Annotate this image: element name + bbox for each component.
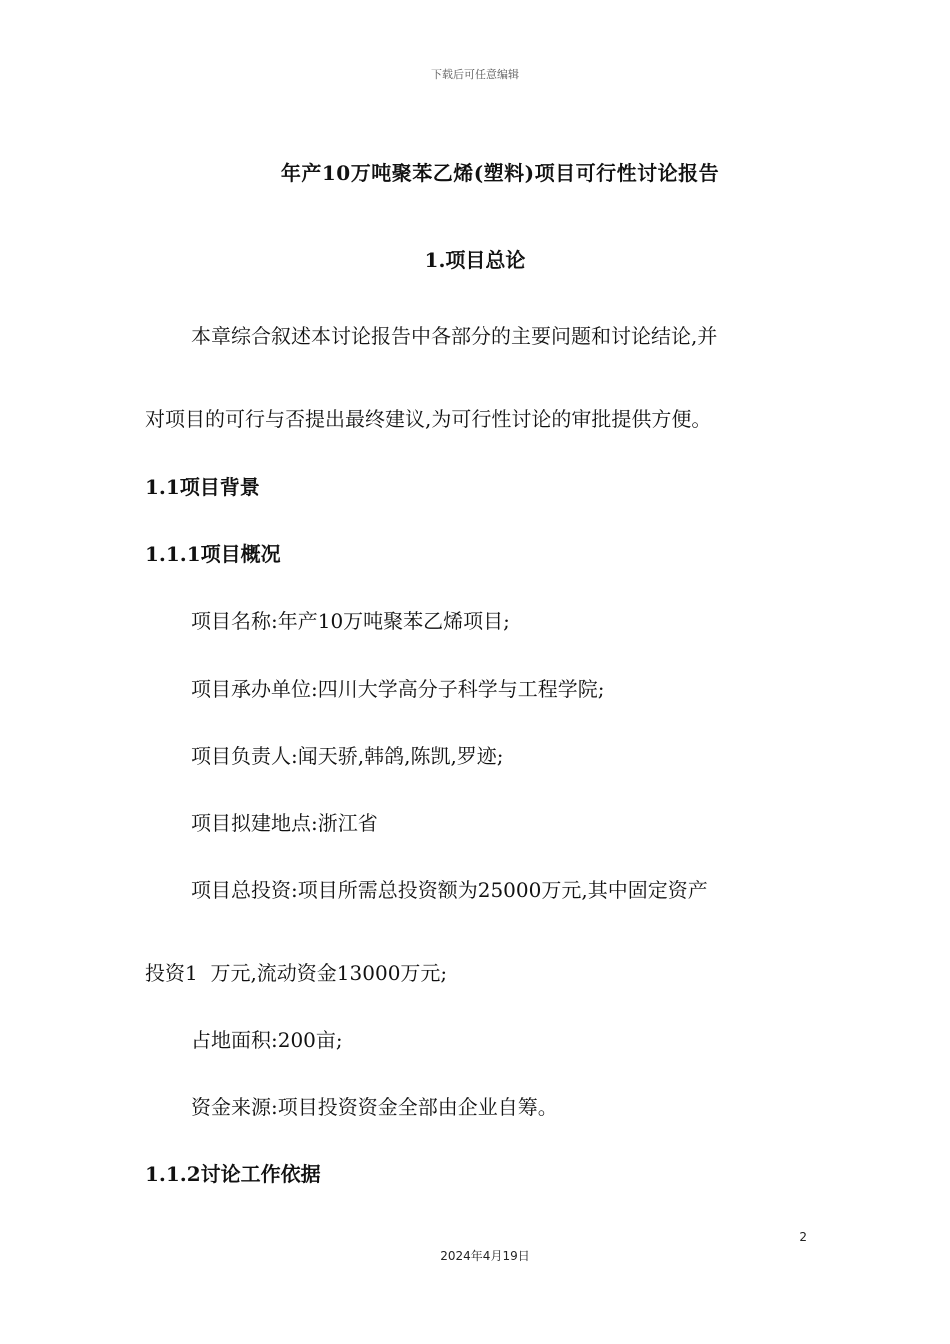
project-name-line: 项目名称:年产10万吨聚苯乙烯项目; xyxy=(191,609,510,633)
section-heading-1-1-1: 1.1.1项目概况 xyxy=(145,542,281,566)
project-investment-line-1: 项目总投资:项目所需总投资额为25000万元,其中固定资产 xyxy=(191,878,708,902)
section-heading-1-1: 1.1项目背景 xyxy=(145,475,260,499)
section-heading-1-1-2: 1.1.2讨论工作依据 xyxy=(145,1162,321,1186)
project-leaders-line: 项目负责人:闻天骄,韩鸽,陈凯,罗迹; xyxy=(191,744,504,768)
intro-line-2: 对项目的可行与否提出最终建议,为可行性讨论的审批提供方便。 xyxy=(145,407,712,431)
section-heading-1: 1.项目总论 xyxy=(424,248,526,272)
project-funding-line: 资金来源:项目投资资金全部由企业自筹。 xyxy=(191,1095,558,1119)
document-title: 年产10万吨聚苯乙烯(塑料)项目可行性讨论报告 xyxy=(280,161,720,185)
project-location-line: 项目拟建地点:浙江省 xyxy=(191,811,378,835)
project-investment-line-2: 投资1 万元,流动资金13000万元; xyxy=(145,961,448,985)
intro-line-1: 本章综合叙述本讨论报告中各部分的主要问题和讨论结论,并 xyxy=(191,324,718,348)
page-number: 2 xyxy=(799,1230,807,1244)
footer-date: 2024年4月19日 xyxy=(440,1249,530,1263)
header-note: 下载后可任意编辑 xyxy=(431,68,519,81)
project-area-line: 占地面积:200亩; xyxy=(191,1028,343,1052)
project-org-line: 项目承办单位:四川大学高分子科学与工程学院; xyxy=(191,677,605,701)
